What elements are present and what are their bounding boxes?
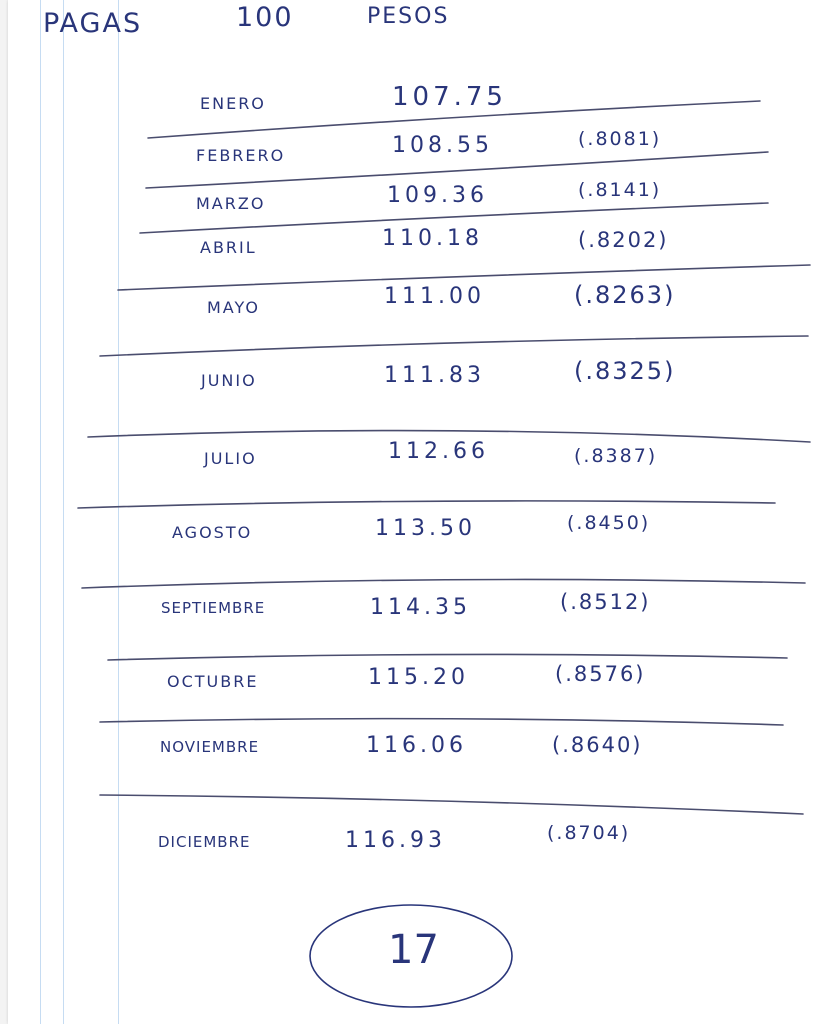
value-cell: 111.00 [384,284,485,309]
month-label: AGOSTO [172,523,253,542]
month-label: JUNIO [201,371,257,390]
value-cell: 114.35 [370,595,471,620]
row-rule [108,654,787,660]
month-label: DICIEMBRE [158,833,251,851]
header-currency: PESOS [367,4,450,29]
month-label: SEPTIEMBRE [161,599,266,617]
value-cell: 111.83 [384,363,485,388]
page-number: 17 [388,927,439,973]
value-cell: 110.18 [382,226,483,251]
ratio-cell: (.8576) [555,662,646,686]
header-label: PAGAS [43,8,143,39]
value-cell: 115.20 [368,665,469,690]
ratio-cell: (.8263) [574,281,676,309]
ratio-cell: (.8202) [578,228,669,252]
row-rule [82,579,805,588]
value-cell: 112.66 [388,439,489,464]
value-cell: 116.93 [345,828,446,853]
value-cell: 109.36 [387,183,488,208]
value-cell: 116.06 [366,733,467,758]
ratio-cell: (.8387) [574,445,658,467]
ratio-cell: (.8081) [578,128,662,150]
ratio-cell: (.8640) [552,733,643,757]
month-label: NOVIEMBRE [160,738,260,756]
month-label: MAYO [207,298,260,317]
value-cell: 113.50 [375,516,476,541]
ratio-cell: (.8512) [560,590,651,614]
header-amount: 100 [236,2,294,33]
month-label: ENERO [200,94,266,113]
ratio-cell: (.8325) [574,357,676,385]
ratio-cell: (.8450) [567,512,651,534]
ratio-cell: (.8704) [547,822,631,844]
row-rule [100,719,783,725]
value-cell: 108.55 [392,133,493,158]
ratio-cell: (.8141) [578,179,662,201]
month-label: JULIO [204,449,257,468]
month-label: MARZO [196,194,266,213]
row-rule [100,336,808,356]
month-label: FEBRERO [196,146,286,165]
row-rule [78,501,775,508]
value-cell: 107.75 [392,82,507,112]
month-label: ABRIL [200,238,257,257]
month-label: OCTUBRE [167,672,259,691]
row-rule [100,795,803,814]
